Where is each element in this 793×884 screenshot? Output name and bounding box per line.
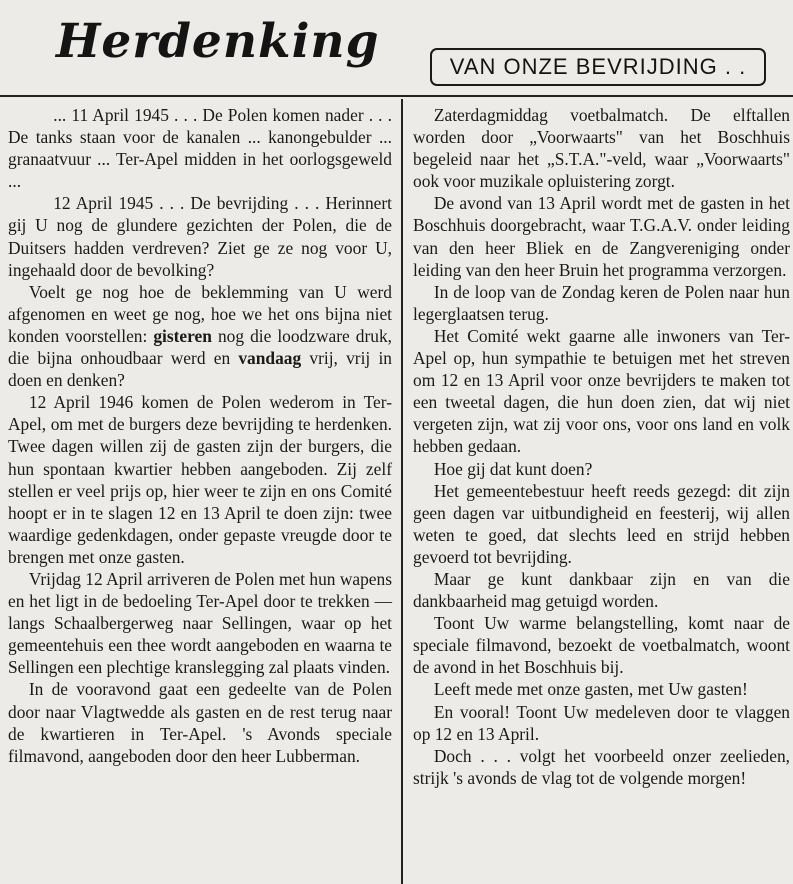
emphasis-vandaag: vandaag (238, 348, 302, 369)
paragraph: De avond van 13 April wordt met de gasten in het Boschhuis doorgebracht, waar T.G.A.V. onder leiding van den heer Bliek en de Zangvereniging onder leiding van den heer Bruin het programma verzorgen. (413, 193, 790, 280)
paragraph (8, 281, 392, 391)
paragraph: Het gemeentebestuur heeft reeds gezegd: dit zijn geen dagen var uitbundigheid en feesterij, wij allen weten te goed, dat slechts leed en strijd hebben gevoerd tot bevrijding. (413, 480, 790, 567)
paragraph: En vooral! Toont Uw medeleven door te vlaggen op 12 en 13 April. (413, 701, 790, 744)
article-subtitle: VAN ONZE BEVRIJDING . . (449, 54, 747, 79)
paragraph: ... 11 April 1945 . . . De Polen komen nader . . . De tanks staan voor de kanalen ... kanongebulder ... granaatvuur ... Ter-Apel midden in het oorlogsgeweld ... (8, 105, 392, 192)
paragraph-text: Voelt ge nog hoe de beklemming van U werd afgenomen en weet ge nog, hoe we het ons bijna niet konden voorstellen: (8, 281, 392, 346)
paragraph: In de vooravond gaat een gedeelte van de Polen door naar Vlagtwedde als gasten en de rest terug naar de kwartieren in Ter-Apel. 's Avonds speciale filmavond, aangeboden door den heer Lubberman. (8, 679, 392, 766)
paragraph: Hoe gij dat kunt doen? (433, 458, 593, 479)
paragraph: Maar ge kunt dankbaar zijn en van die dankbaarheid mag getuigd worden. (413, 568, 790, 612)
paragraph: 12 April 1945 . . . De bevrijding . . . Herinnert gij U nog de glundere gezichten der Polen, die de Duitsers hadden verdreven? Ziet ge ze nog voor U, ingehaald door de bevolking? (8, 193, 392, 280)
paragraph: Leeft mede met onze gasten, met Uw gasten! (433, 679, 748, 700)
article-title: Herdenking (56, 14, 380, 69)
paragraph: Het Comité wekt gaarne alle inwoners van Ter-Apel op, hun sympathie te betuigen met het streven om 12 en 13 April voor onze bevrijders te maken tot een tweetal dagen, die hun doen zien, dat wij niet vergeten zijn, wat zij voor ons, voor ons land en volk hebben gedaan. (413, 325, 790, 457)
paragraph: Vrijdag 12 April arriveren de Polen met hun wapens en het ligt in de bedoeling Ter-Apel door te trekken — langs Schaalbergerweg naar Sellingen, waar op het gemeentehuis een thee wordt aangeboden en waarna te Sellingen een plechtige kranslegging zal plaats vinden. (8, 568, 392, 678)
right-column (413, 104, 790, 789)
paragraph: 12 April 1946 komen de Polen wederom in Ter-Apel, om met de burgers deze bevrijding te herdenken. Twee dagen willen zij de gasten zijn der burgers, die hun spontaan kwartier hebben aangeboden. Zij zelf stellen er veel prijs op, hier weer te zijn en ons Comité hoopt er in te slagen 12 en 13 April te doen zijn: twee waardige gedenkdagen, onder gepaste vreugde door te brengen met onze gasten. (8, 392, 392, 567)
paragraph: Doch . . . volgt het voorbeeld onzer zeelieden, strijk 's avonds de vlag tot de volgende morgen! (413, 745, 790, 788)
paragraph-text: nog die loodzware druk, die bijna onhoudbaar werd en (8, 325, 393, 369)
paragraph: Toont Uw warme belangstelling, komt naar de speciale filmavond, bezoekt de voetbalmatch, woont de avond in het Boschhuis bij. (413, 613, 790, 678)
column-divider (401, 99, 403, 884)
article-subtitle-box (430, 48, 766, 86)
header-rule (0, 95, 793, 97)
paragraph-text: vrij, vrij in doen en denken? (8, 348, 393, 391)
paragraph: Zaterdagmiddag voetbalmatch. De elftallen worden door „Voorwaarts" van het Boschhuis begeleid naar het „S.T.A."-veld, waar „Voorwaarts" ook voor muzikale opluistering zorgt. (413, 105, 790, 192)
emphasis-gisteren: gisteren (153, 325, 212, 346)
left-column (8, 104, 392, 767)
paragraph: In de loop van de Zondag keren de Polen naar hun legerglaatsen terug. (413, 281, 790, 324)
